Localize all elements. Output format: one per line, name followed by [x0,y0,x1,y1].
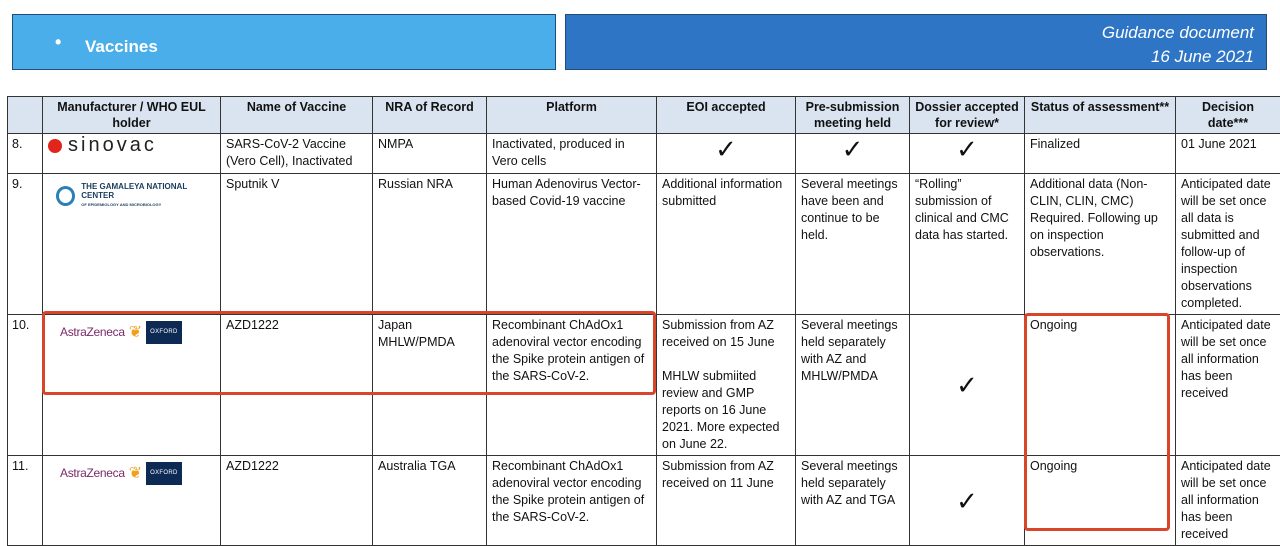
platform-cell: Human Adenovirus Vector-based Covid-19 vaccine [487,174,657,315]
document-date: 16 June 2021 [1151,47,1254,67]
vaccine-name-cell: Sputnik V [221,174,373,315]
astrazeneca-mark-icon: ❦ [129,324,142,341]
gamaleya-name: THE GAMALEYA NATIONAL CENTER [81,182,187,200]
eoi-text-followup: MHLW submiited review and GMP reports on 16 June 2021. More expected on June 22. [662,368,790,453]
astrazeneca-logo-text: AstraZeneca [60,324,125,341]
col-header-manufacturer: Manufacturer / WHO EUL holder [43,97,221,134]
nra-cell: NMPA [373,134,487,174]
row-number: 10. [8,315,43,456]
eoi-cell: Submission from AZ received on 11 June [657,456,796,546]
status-cell: Finalized [1025,134,1176,174]
document-banner [565,14,1267,70]
col-header-status: Status of assessment** [1025,97,1176,134]
eoi-cell: Additional information submitted [657,174,796,315]
col-header-vaccine: Name of Vaccine [221,97,373,134]
platform-cell: Recombinant ChAdOx1 adenoviral vector encoding the Spike protein antigen of the SARS-CoV-2. [487,456,657,546]
col-header-eoi: EOI accepted [657,97,796,134]
status-cell: Ongoing [1025,315,1176,456]
platform-cell: Inactivated, produced in Vero cells [487,134,657,174]
table-row [8,174,1280,315]
checkmark-icon: ✓ [915,372,1019,398]
table-row [8,315,1280,456]
row-number: 8. [8,134,43,174]
astrazeneca-oxford-logo [60,462,215,485]
col-header-nra: NRA of Record [373,97,487,134]
row-number: 9. [8,174,43,315]
eoi-text: Submission from AZ received on 15 June [662,317,790,351]
checkmark-icon: ✓ [915,488,1019,514]
oxford-logo: OXFORD [146,321,181,344]
astrazeneca-oxford-logo [60,321,215,344]
vaccine-name-cell: AZD1222 [221,315,373,456]
manufacturer-cell [43,315,221,456]
dossier-cell [910,134,1025,174]
decision-date-cell: Anticipated date will be set once all data is submitted and follow-up of inspection observations completed. [1176,174,1280,315]
decision-date-cell: Anticipated date will be set once all information has been received [1176,315,1280,456]
checkmark-icon: ✓ [662,136,790,162]
vaccine-name-cell: SARS-CoV-2 Vaccine (Vero Cell), Inactivated [221,134,373,174]
decision-date-cell: Anticipated date will be set once all information has been received [1176,456,1280,546]
platform-cell: Recombinant ChAdOx1 adenoviral vector encoding the Spike protein antigen of the SARS-CoV-2. [487,315,657,456]
presubmission-cell: Several meetings held separately with AZ and MHLW/PMDA [796,315,910,456]
gamaleya-mark-icon [56,186,75,206]
status-cell: Additional data (Non-CLIN, CLIN, CMC) Required. Following up on inspection observations. [1025,174,1176,315]
col-header-dossier: Dossier accepted for review* [910,97,1025,134]
eoi-cell [657,134,796,174]
dossier-cell: “Rolling” submission of clinical and CMC data has started. [910,174,1025,315]
section-banner [12,14,556,70]
astrazeneca-mark-icon: ❦ [129,465,142,482]
decision-date-cell: 01 June 2021 [1176,134,1280,174]
astrazeneca-logo-text: AstraZeneca [60,465,125,482]
table-row [8,456,1280,546]
dossier-cell [910,456,1025,546]
vaccine-name-cell: AZD1222 [221,456,373,546]
row-number: 11. [8,456,43,546]
manufacturer-cell [43,174,221,315]
checkmark-icon: ✓ [915,136,1019,162]
manufacturer-cell [43,134,221,174]
document-title: Guidance document [1102,23,1254,43]
vaccine-status-table [7,96,1280,546]
bullet: • [55,32,61,53]
oxford-logo: OXFORD [146,462,181,485]
nra-cell: Australia TGA [373,456,487,546]
section-title: Vaccines [85,37,158,57]
sinovac-logo-text: sinovac [68,137,157,154]
gamaleya-logo [56,182,215,209]
gamaleya-subtitle: OF EPIDEMIOLOGY AND MICROBIOLOGY [81,200,215,209]
dossier-cell [910,315,1025,456]
nra-cell: Russian NRA [373,174,487,315]
sinovac-logo [48,137,215,154]
col-header-number [8,97,43,134]
sinovac-mark-icon [48,139,62,153]
col-header-platform: Platform [487,97,657,134]
col-header-presubmission: Pre-submission meeting held [796,97,910,134]
status-cell: Ongoing [1025,456,1176,546]
table-row [8,134,1280,174]
eoi-cell [657,315,796,456]
presubmission-cell: Several meetings have been and continue to be held. [796,174,910,315]
gamaleya-logo-text [81,182,215,209]
presubmission-cell [796,134,910,174]
col-header-decision: Decision date*** [1176,97,1280,134]
nra-cell: Japan MHLW/PMDA [373,315,487,456]
table-header-row [8,97,1280,134]
manufacturer-cell [43,456,221,546]
presubmission-cell: Several meetings held separately with AZ and TGA [796,456,910,546]
checkmark-icon: ✓ [801,136,904,162]
